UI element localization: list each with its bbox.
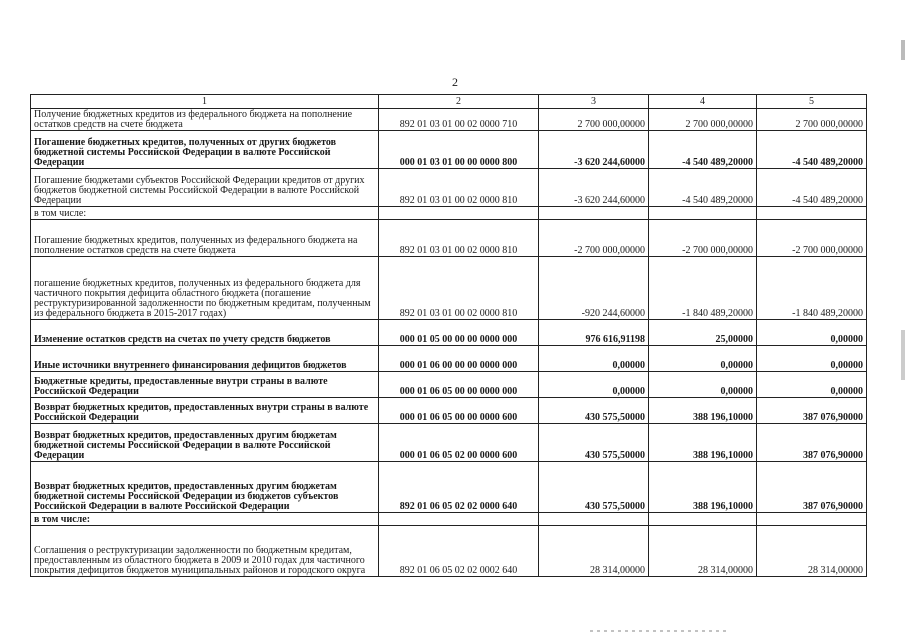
row-code: 892 01 03 01 00 02 0000 810 — [379, 220, 539, 257]
row-code: 892 01 03 01 00 02 0000 810 — [379, 257, 539, 320]
row-description: Погашение бюджетных кредитов, полученных от других бюджетов бюджетной системы Российской Федерации в валюте Российской Федерации — [31, 131, 379, 169]
row-description: Бюджетные кредиты, предоставленные внутри страны в валюте Российской Федерации — [31, 372, 379, 398]
row-description: в том числе: — [31, 513, 379, 526]
table-row — [31, 257, 867, 320]
row-value-col3: 0,00000 — [539, 346, 649, 372]
table-row — [31, 372, 867, 398]
table-row — [31, 346, 867, 372]
row-code: 000 01 06 05 02 00 0000 600 — [379, 424, 539, 462]
row-value-col4: 0,00000 — [649, 346, 757, 372]
row-description: Соглашения о реструктуризации задолженности по бюджетным кредитам, предоставленным из областного бюджета в 2009 и 2010 годах для частичного покрытия дефицитов бюджетов муниципальных районов и городского округа — [31, 526, 379, 577]
row-value-col3 — [539, 513, 649, 526]
row-value-col4: -4 540 489,20000 — [649, 169, 757, 207]
row-description: Возврат бюджетных кредитов, предоставленных другим бюджетам бюджетной системы Российской Федерации из бюджетов субъектов Российской Федерации в валюте Российской Федерации — [31, 462, 379, 513]
row-value-col3: 0,00000 — [539, 372, 649, 398]
row-code: 892 01 03 01 00 02 0000 710 — [379, 109, 539, 131]
row-description: Получение бюджетных кредитов из федерального бюджета на пополнение остатков средств на счете бюджета — [31, 109, 379, 131]
row-description: Возврат бюджетных кредитов, предоставленных внутри страны в валюте Российской Федерации — [31, 398, 379, 424]
row-value-col3: 430 575,50000 — [539, 398, 649, 424]
table-row — [31, 513, 867, 526]
row-value-col4: -2 700 000,00000 — [649, 220, 757, 257]
row-value-col4: 388 196,10000 — [649, 462, 757, 513]
row-value-col3: 430 575,50000 — [539, 462, 649, 513]
row-description: Изменение остатков средств на счетах по учету средств бюджетов — [31, 320, 379, 346]
row-description: Иные источники внутреннего финансирования дефицитов бюджетов — [31, 346, 379, 372]
row-value-col4: 388 196,10000 — [649, 424, 757, 462]
row-code: 892 01 06 05 02 02 0002 640 — [379, 526, 539, 577]
row-value-col3: -920 244,60000 — [539, 257, 649, 320]
row-code: 000 01 06 00 00 00 0000 000 — [379, 346, 539, 372]
table-row — [31, 424, 867, 462]
row-value-col5: -2 700 000,00000 — [757, 220, 867, 257]
row-description: в том числе: — [31, 207, 379, 220]
row-value-col5 — [757, 513, 867, 526]
row-code: 892 01 03 01 00 02 0000 810 — [379, 169, 539, 207]
table-row — [31, 462, 867, 513]
row-value-col3 — [539, 207, 649, 220]
row-value-col4: 388 196,10000 — [649, 398, 757, 424]
row-value-col5: -1 840 489,20000 — [757, 257, 867, 320]
row-value-col3: 976 616,91198 — [539, 320, 649, 346]
scan-edge-artifact — [901, 0, 905, 640]
header-col-2: 2 — [379, 95, 539, 109]
row-value-col4: -4 540 489,20000 — [649, 131, 757, 169]
row-value-col4 — [649, 207, 757, 220]
budget-sources-table — [30, 94, 867, 577]
table-row — [31, 109, 867, 131]
header-col-1: 1 — [31, 95, 379, 109]
row-value-col3: 430 575,50000 — [539, 424, 649, 462]
row-value-col3: -2 700 000,00000 — [539, 220, 649, 257]
row-code: 892 01 06 05 02 02 0000 640 — [379, 462, 539, 513]
row-value-col4: 28 314,00000 — [649, 526, 757, 577]
row-code: 000 01 06 05 00 00 0000 000 — [379, 372, 539, 398]
table-row — [31, 320, 867, 346]
table-row — [31, 398, 867, 424]
row-description: Возврат бюджетных кредитов, предоставленных другим бюджетам бюджетной системы Российской Федерации в валюте Российской Федерации — [31, 424, 379, 462]
row-value-col3: -3 620 244,60000 — [539, 131, 649, 169]
header-col-4: 4 — [649, 95, 757, 109]
header-col-3: 3 — [539, 95, 649, 109]
scan-dots-artifact — [590, 630, 730, 632]
row-value-col5: 0,00000 — [757, 346, 867, 372]
row-code: 000 01 03 01 00 00 0000 800 — [379, 131, 539, 169]
row-code — [379, 207, 539, 220]
row-value-col4: 0,00000 — [649, 372, 757, 398]
row-value-col5: 2 700 000,00000 — [757, 109, 867, 131]
row-code — [379, 513, 539, 526]
row-value-col5: 387 076,90000 — [757, 462, 867, 513]
table-row — [31, 207, 867, 220]
header-col-5: 5 — [757, 95, 867, 109]
row-value-col5: 387 076,90000 — [757, 424, 867, 462]
row-code: 000 01 05 00 00 00 0000 000 — [379, 320, 539, 346]
table-row — [31, 169, 867, 207]
row-value-col4: -1 840 489,20000 — [649, 257, 757, 320]
table-row — [31, 526, 867, 577]
row-value-col5: -4 540 489,20000 — [757, 131, 867, 169]
row-value-col4 — [649, 513, 757, 526]
row-value-col5: 0,00000 — [757, 320, 867, 346]
row-value-col3: 28 314,00000 — [539, 526, 649, 577]
row-value-col4: 2 700 000,00000 — [649, 109, 757, 131]
row-value-col5: -4 540 489,20000 — [757, 169, 867, 207]
page-number: 2 — [452, 75, 458, 89]
row-value-col5: 387 076,90000 — [757, 398, 867, 424]
row-value-col3: -3 620 244,60000 — [539, 169, 649, 207]
table-row — [31, 131, 867, 169]
table-row — [31, 220, 867, 257]
row-description: погашение бюджетных кредитов, полученных из федерального бюджета для частичного покрытия дефицита областного бюджета (погашение реструктуризированной задолженности по бюджетным кредитам, полученным из федерального бюджета в 2015-2017 годах) — [31, 257, 379, 320]
table-header-row — [31, 95, 867, 109]
row-description: Погашение бюджетами субъектов Российской Федерации кредитов от других бюджетов бюджетной системы Российской Федерации в валюте Российской Федерации — [31, 169, 379, 207]
row-value-col5: 28 314,00000 — [757, 526, 867, 577]
row-value-col5 — [757, 207, 867, 220]
row-value-col5: 0,00000 — [757, 372, 867, 398]
row-code: 000 01 06 05 00 00 0000 600 — [379, 398, 539, 424]
row-value-col3: 2 700 000,00000 — [539, 109, 649, 131]
row-value-col4: 25,00000 — [649, 320, 757, 346]
row-description: Погашение бюджетных кредитов, полученных из федерального бюджета на пополнение остатков средств на счете бюджета — [31, 220, 379, 257]
